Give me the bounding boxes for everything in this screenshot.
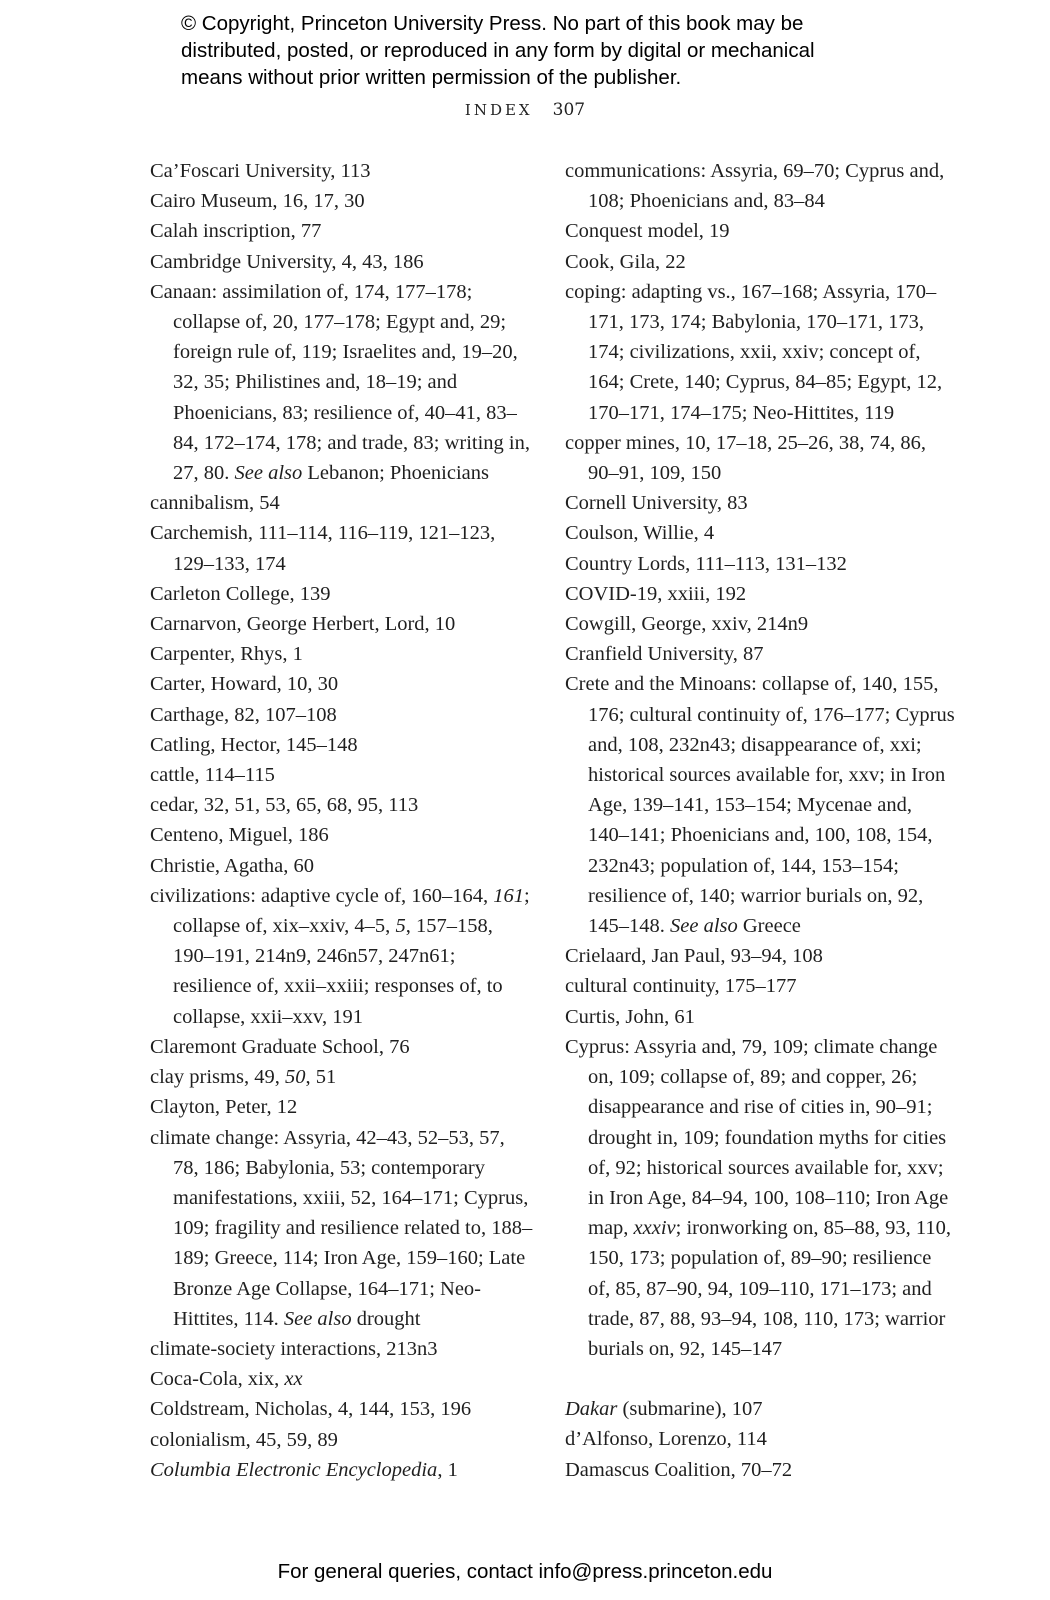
index-entry <box>565 549 955 579</box>
copyright-line: distributed, posted, or reproduced in any form by digital or mechanical <box>181 39 815 62</box>
entry-text: Canaan: assimilation of, 174, 177–178; collapse of, 20, 177–178; Egypt and, 29; foreign rule of, 119; Israelites and, 19–20, 32, 35; Philistines and, 18–19; and Phoenicians, 83; resilience of, 40–41, 83–84, 172–174, 178; and trade, 83; writing in, 27, 80. <box>150 280 530 485</box>
entry-text: Coca-Cola, xix, <box>150 1368 280 1391</box>
entry-italic-ref: xxxiv <box>633 1217 676 1240</box>
entry-text: Catling, Hector, 145–148 <box>150 733 358 756</box>
entry-text: climate-society interactions, 213n3 <box>150 1337 438 1360</box>
entry-text: Coldstream, Nicholas, 4, 144, 153, 196 <box>150 1398 472 1421</box>
entry-italic-ref: 50 <box>284 1066 306 1089</box>
index-entry <box>150 247 535 277</box>
entry-title-italic: Columbia Electronic Encyclopedia <box>150 1458 438 1481</box>
entry-text: , 51 <box>305 1066 337 1089</box>
entry-text: Cairo Museum, 16, 17, 30 <box>150 190 365 213</box>
entry-text: Carter, Howard, 10, 30 <box>150 673 339 696</box>
index-entry <box>150 1455 535 1485</box>
index-entry <box>150 639 535 669</box>
page-number: 307 <box>552 100 586 120</box>
entry-text: ; collapse of, xix–xxiv, 4–5, <box>173 884 530 938</box>
entry-italic-ref: 5 <box>395 915 406 938</box>
index-entry <box>565 216 955 246</box>
entry-text: Carpenter, Rhys, 1 <box>150 643 303 666</box>
entry-text: Cambridge University, 4, 43, 186 <box>150 250 424 273</box>
entry-text: communications: Assyria, 69–70; Cyprus and, 108; Phoenicians and, 83–84 <box>565 160 945 213</box>
see-also-label: See also <box>670 915 738 938</box>
index-entry <box>565 579 955 609</box>
index-letter-gap <box>565 1364 955 1394</box>
index-entry <box>150 1425 535 1455</box>
index-column-right <box>565 156 955 1485</box>
copyright-line: means without prior written permission of the publisher. <box>181 66 682 89</box>
entry-text: COVID-19, xxiii, 192 <box>565 582 747 605</box>
index-entry <box>150 669 535 699</box>
footer-contact: For general queries, contact info@press.princeton.edu <box>277 1560 773 1583</box>
index-entry <box>565 609 955 639</box>
entry-text: Carnarvon, George Herbert, Lord, 10 <box>150 613 456 636</box>
see-also-target: Greece <box>742 915 801 938</box>
entry-text: coping: adapting vs., 167–168; Assyria, 170–171, 173, 174; Babylonia, 170–171, 173, 174; civilizations, xxii, xxiv; concept of, 164; Crete, 140; Cyprus, 84–85; Egypt, 12, 170–171, 174–175; Neo-Hittites, 119 <box>565 280 943 424</box>
entry-text: cultural continuity, 175–177 <box>565 975 797 998</box>
entry-text: Christie, Agatha, 60 <box>150 854 314 877</box>
running-head <box>0 100 1050 120</box>
entry-text: Coulson, Willie, 4 <box>565 522 715 545</box>
index-entry <box>565 1455 955 1485</box>
index-entry <box>565 518 955 548</box>
index-column-left <box>150 156 535 1485</box>
index-entry <box>150 1092 535 1122</box>
index-entry <box>150 1364 535 1394</box>
index-entry <box>150 1123 535 1334</box>
index-entry <box>150 820 535 850</box>
entry-text: Cranfield University, 87 <box>565 643 764 666</box>
section-title: INDEX <box>464 101 533 119</box>
see-also-target: drought <box>356 1307 421 1330</box>
copyright-notice <box>181 10 941 91</box>
index-entry <box>150 881 535 1032</box>
entry-italic-ref: 161 <box>493 884 525 907</box>
entry-text: Calah inscription, 77 <box>150 220 322 243</box>
entry-text: Crete and the Minoans: collapse of, 140, 155, 176; cultural continuity of, 176–177; Cyprus and, 108, 232n43; disappearance of, xxi; historical sources available for, xxv; in Iron Age, 139–141, 153–154; Mycenae and, 140–141; Phoenicians and, 100, 108, 154, 232n43; population of, 144, 153–154; resilience of, 140; warrior burials on, 92, 145–148. <box>565 673 955 938</box>
see-also-target: Lebanon; Phoenicians <box>307 462 489 485</box>
see-also-label: See also <box>283 1307 352 1330</box>
index-entry <box>565 941 955 971</box>
index-entry <box>150 277 535 488</box>
entry-text: d’Alfonso, Lorenzo, 114 <box>565 1428 767 1451</box>
entry-text: civilizations: adaptive cycle of, 160–164, <box>150 884 489 907</box>
index-entry <box>565 1424 955 1454</box>
index-entry <box>565 971 955 1001</box>
index-entry <box>150 609 535 639</box>
entry-text: cannibalism, 54 <box>150 492 280 515</box>
entry-text: clay prisms, 49, <box>150 1066 280 1089</box>
entry-text: (submarine), 107 <box>617 1398 763 1421</box>
entry-text: Carchemish, 111–114, 116–119, 121–123, 129–133, 174 <box>150 522 496 575</box>
entry-italic-ref: xx <box>284 1368 303 1391</box>
entry-text: Clayton, Peter, 12 <box>150 1096 298 1119</box>
index-entry <box>150 579 535 609</box>
index-entry <box>150 1334 535 1364</box>
entry-text: Ca’Foscari University, 113 <box>150 160 371 182</box>
index-entry <box>150 156 535 186</box>
entry-text: Curtis, John, 61 <box>565 1005 695 1028</box>
entry-text: Conquest model, 19 <box>565 220 730 243</box>
entry-text: , 157–158, 190–191, 214n9, 246n57, 247n61; resilience of, xxii–xxiii; responses of, to collapse, xxii–xxv, 191 <box>173 915 503 1028</box>
index-entry <box>150 851 535 881</box>
entry-text: Cowgill, George, xxiv, 214n9 <box>565 613 809 636</box>
see-also-label: See also <box>234 462 303 485</box>
entry-text: climate change: Assyria, 42–43, 52–53, 57, 78, 186; Babylonia, 53; contemporary manifestations, xxiii, 52, 164–171; Cyprus, 109; fragility and resilience related to, 188–189; Greece, 114; Iron Age, 159–160; Late Bronze Age Collapse, 164–171; Neo-Hittites, 114. <box>150 1126 533 1330</box>
entry-text: Centeno, Miguel, 186 <box>150 824 329 847</box>
entry-text: Carleton College, 139 <box>150 582 331 605</box>
entry-text: Country Lords, 111–113, 131–132 <box>565 552 847 575</box>
entry-text: colonialism, 45, 59, 89 <box>150 1428 338 1451</box>
index-entry <box>565 1002 955 1032</box>
index-entry <box>565 277 955 428</box>
entry-text: cattle, 114–115 <box>150 764 275 787</box>
index-entry <box>565 669 955 941</box>
index-entry <box>565 247 955 277</box>
index-entry <box>565 639 955 669</box>
index-entry <box>565 488 955 518</box>
entry-text: Damascus Coalition, 70–72 <box>565 1458 793 1481</box>
index-entry <box>150 1394 535 1424</box>
index-entry <box>150 790 535 820</box>
entry-title-italic: Dakar <box>565 1398 618 1421</box>
entry-text: Cook, Gila, 22 <box>565 250 686 273</box>
index-entry <box>150 1032 535 1062</box>
entry-text: Crielaard, Jan Paul, 93–94, 108 <box>565 945 823 968</box>
index-entry <box>150 518 535 578</box>
index-entry <box>150 488 535 518</box>
entry-text: , 1 <box>437 1458 458 1481</box>
index-entry <box>565 1032 955 1364</box>
index-entry <box>565 156 955 216</box>
entry-text: Carthage, 82, 107–108 <box>150 703 337 726</box>
index-entry <box>565 1394 955 1424</box>
entry-text: Cyprus: Assyria and, 79, 109; climate change on, 109; collapse of, 89; and copper, 26; disappearance and rise of cities in, 90–91; drought in, 109; foundation myths for cities of, 92; historical sources available for, xxv; in Iron Age, 84–94, 100, 108–110; Iron Age map, <box>565 1035 949 1240</box>
entry-text: copper mines, 10, 17–18, 25–26, 38, 74, 86, 90–91, 109, 150 <box>565 431 926 485</box>
index-entry <box>150 1062 535 1092</box>
index-entry <box>150 730 535 760</box>
entry-text: cedar, 32, 51, 53, 65, 68, 95, 113 <box>150 794 419 817</box>
index-entry <box>150 216 535 246</box>
index-entry <box>565 428 955 488</box>
index-entry <box>150 700 535 730</box>
entry-text: ; ironworking on, 85–88, 93, 110, 150, 173; population of, 89–90; resilience of, 85, 87–90, 94, 109–110, 171–173; and trade, 87, 88, 93–94, 108, 110, 173; warrior burials on, 92, 145–147 <box>588 1217 952 1360</box>
entry-text: Cornell University, 83 <box>565 492 748 515</box>
index-entry <box>150 186 535 216</box>
copyright-line: © Copyright, Princeton University Press. No part of this book may be <box>181 12 804 35</box>
entry-text: Claremont Graduate School, 76 <box>150 1035 410 1058</box>
index-entry <box>150 760 535 790</box>
